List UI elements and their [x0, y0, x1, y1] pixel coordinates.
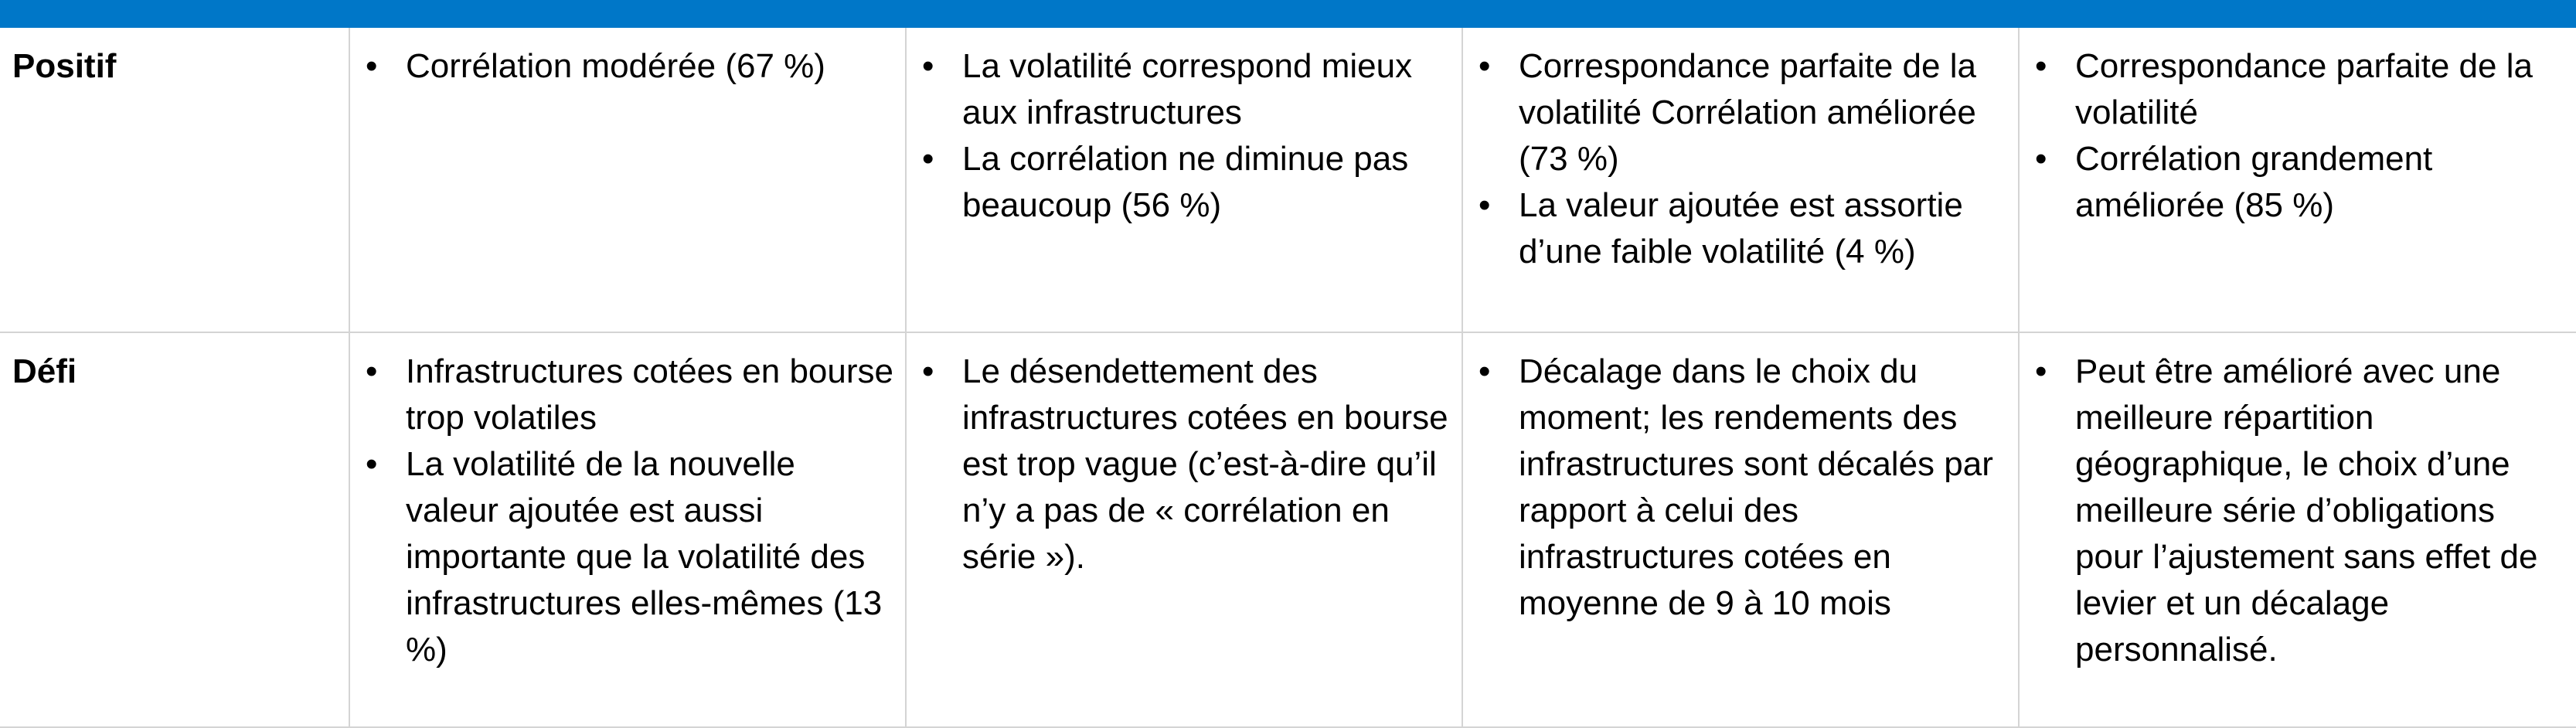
bullet-icon: • — [366, 352, 378, 390]
bullet-icon: • — [366, 47, 378, 85]
bullet-list — [1475, 349, 2007, 627]
bullet-icon: • — [1479, 352, 1491, 390]
bullet-icon: • — [2035, 47, 2047, 85]
table-cell — [906, 332, 1462, 727]
list-item-text: Correspondance parfaite de la volatilité Corrélation améliorée (73 %) — [1519, 47, 1976, 178]
list-item-text: Peut être amélioré avec une meilleure répartition géographique, le choix d’une meilleure série d’obligations pour l’ajustement sans effet de levier et un décalage personnalisé. — [2075, 352, 2538, 668]
table-cell — [349, 332, 906, 727]
list-item-text: Le désendettement des infrastructures cotées en bourse est trop vague (c’est-à-dire qu’il n’y a pas de « corrélation en série »). — [962, 352, 1448, 576]
list-item — [362, 349, 894, 441]
list-item-text: Corrélation modérée (67 %) — [406, 47, 825, 85]
list-item-text: Décalage dans le choix du moment; les rendements des infrastructures sont décalés par rapport à celui des infrastructures cotées en moyenne de 9 à 10 mois — [1519, 352, 1993, 622]
table-cell — [1462, 332, 2019, 727]
bullet-icon: • — [1479, 47, 1491, 85]
bullet-icon: • — [922, 140, 934, 178]
row-header-positif: Positif — [0, 28, 349, 332]
bullet-list — [919, 349, 1451, 580]
list-item — [362, 441, 894, 673]
list-item — [2032, 43, 2565, 136]
list-item-text: La volatilité de la nouvelle valeur ajoutée est aussi importante que la volatilité des infrastructures elles-mêmes (13 %) — [406, 445, 883, 668]
table-cell — [349, 28, 906, 332]
bullet-list — [1475, 43, 2007, 275]
list-item — [2032, 349, 2565, 673]
table-cell — [2019, 28, 2576, 332]
bullet-list — [362, 43, 894, 90]
table-cell — [1462, 28, 2019, 332]
bullet-list — [362, 349, 894, 673]
table-row-defi — [0, 332, 2576, 727]
list-item-text: Correspondance parfaite de la volatilité — [2075, 47, 2533, 131]
list-item — [1475, 43, 2007, 182]
list-item-text: La corrélation ne diminue pas beaucoup (56 %) — [962, 140, 1409, 224]
comparison-table — [0, 28, 2576, 728]
list-item-text: Infrastructures cotées en bourse trop volatiles — [406, 352, 893, 437]
list-item — [919, 136, 1451, 229]
table-row-positif — [0, 28, 2576, 332]
list-item — [1475, 349, 2007, 627]
bullet-list — [2032, 43, 2565, 229]
list-item-text: La volatilité correspond mieux aux infrastructures — [962, 47, 1413, 131]
table-cell — [2019, 332, 2576, 727]
header-bar — [0, 0, 2576, 28]
list-item-text: La valeur ajoutée est assortie d’une faible volatilité (4 %) — [1519, 186, 1963, 270]
bullet-icon: • — [1479, 186, 1491, 224]
list-item — [919, 349, 1451, 580]
bullet-icon: • — [922, 47, 934, 85]
bullet-icon: • — [366, 445, 378, 483]
bullet-list — [919, 43, 1451, 229]
list-item — [362, 43, 894, 90]
row-header-defi: Défi — [0, 332, 349, 727]
list-item — [2032, 136, 2565, 229]
bullet-icon: • — [2035, 140, 2047, 178]
list-item — [919, 43, 1451, 136]
bullet-icon: • — [922, 352, 934, 390]
bullet-list — [2032, 349, 2565, 673]
list-item — [1475, 182, 2007, 275]
bullet-icon: • — [2035, 352, 2047, 390]
table-cell — [906, 28, 1462, 332]
list-item-text: Corrélation grandement améliorée (85 %) — [2075, 140, 2433, 224]
